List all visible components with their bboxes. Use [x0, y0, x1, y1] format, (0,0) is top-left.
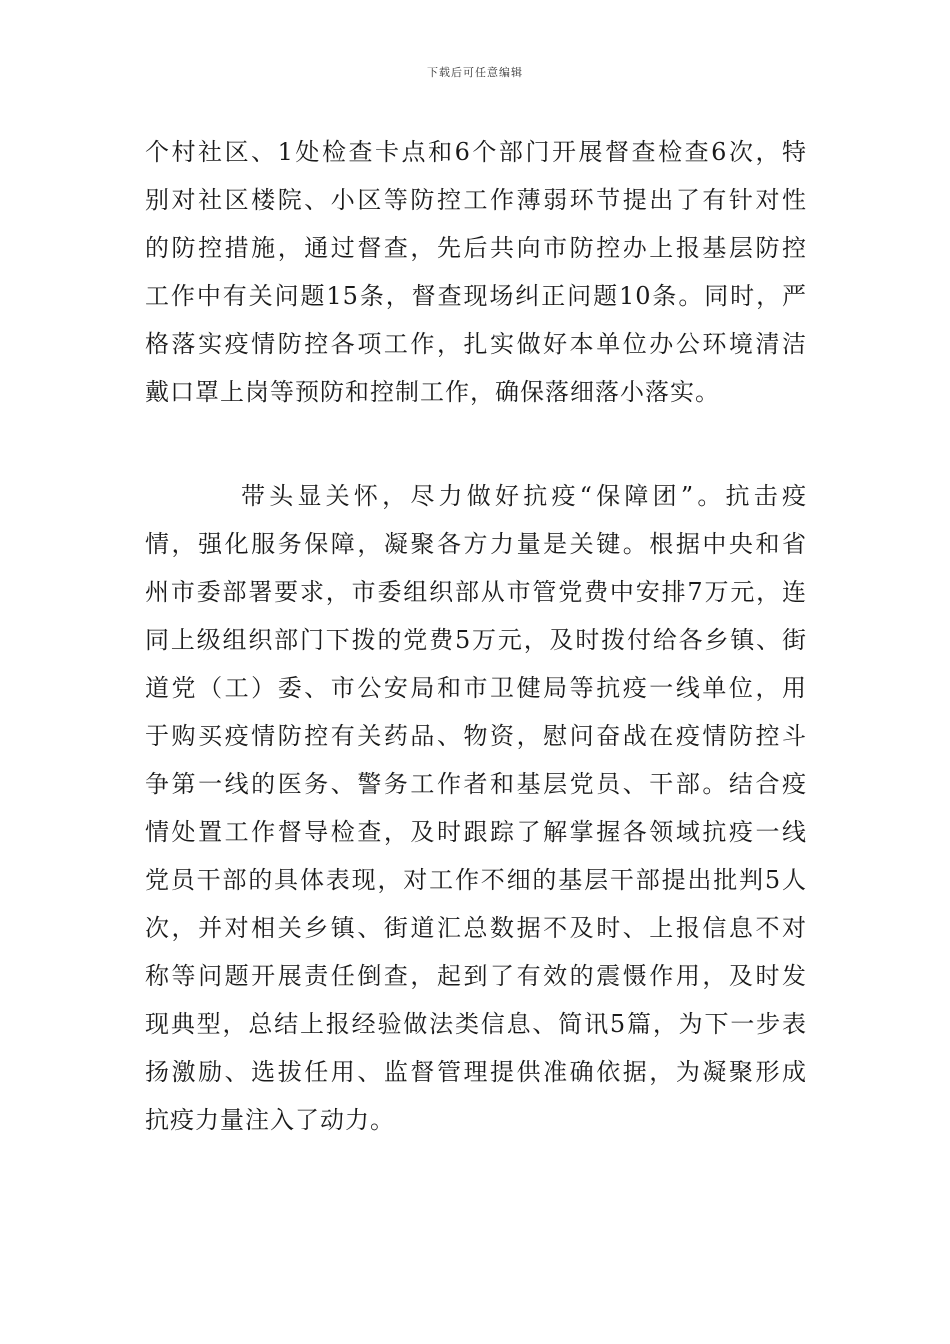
paragraph — [145, 472, 807, 1144]
page-header-note: 下载后可任意编辑 — [427, 66, 523, 79]
text-line: 个村社区、1处检查卡点和6个部门开展督查检查6次，特 — [145, 138, 807, 166]
text-line: 称等问题开展责任倒查，起到了有效的震慑作用，及时发 — [145, 962, 807, 990]
text-line: 党员干部的具体表现，对工作不细的基层干部提出批判5人 — [145, 866, 807, 894]
text-line: 扬激励、选拔任用、监督管理提供准确依据，为凝聚形成 — [145, 1058, 807, 1086]
text-line: 次，并对相关乡镇、街道汇总数据不及时、上报信息不对 — [145, 914, 807, 942]
text-line: 情处置工作督导检查，及时跟踪了解掌握各领域抗疫一线 — [145, 818, 807, 846]
paragraph-spacer — [145, 416, 807, 472]
text-line: 抗疫力量注入了动力。 — [145, 1106, 395, 1134]
text-line: 戴口罩上岗等预防和控制工作，确保落细落小落实。 — [145, 378, 720, 406]
text-line: 带头显关怀，尽力做好抗疫“保障团”。抗击疫 — [241, 482, 807, 510]
text-line: 别对社区楼院、小区等防控工作薄弱环节提出了有针对性 — [145, 186, 807, 214]
document-body — [145, 128, 807, 1144]
text-line: 情，强化服务保障，凝聚各方力量是关键。根据中央和省 — [145, 530, 807, 558]
paragraph — [145, 128, 807, 416]
text-line: 的防控措施，通过督查，先后共向市防控办上报基层防控 — [145, 234, 807, 262]
text-line: 争第一线的医务、警务工作者和基层党员、干部。结合疫 — [145, 770, 807, 798]
text-line: 格落实疫情防控各项工作，扎实做好本单位办公环境清洁 — [145, 330, 807, 358]
text-line: 州市委部署要求，市委组织部从市管党费中安排7万元，连 — [145, 578, 807, 606]
text-line: 同上级组织部门下拨的党费5万元，及时拨付给各乡镇、街 — [145, 626, 807, 654]
text-line: 于购买疫情防控有关药品、物资，慰问奋战在疫情防控斗 — [145, 722, 807, 750]
text-line: 工作中有关问题15条，督查现场纠正问题10条。同时，严 — [145, 282, 807, 310]
text-line: 道党（工）委、市公安局和市卫健局等抗疫一线单位，用 — [145, 674, 807, 702]
text-line: 现典型，总结上报经验做法类信息、简讯5篇，为下一步表 — [145, 1010, 807, 1038]
